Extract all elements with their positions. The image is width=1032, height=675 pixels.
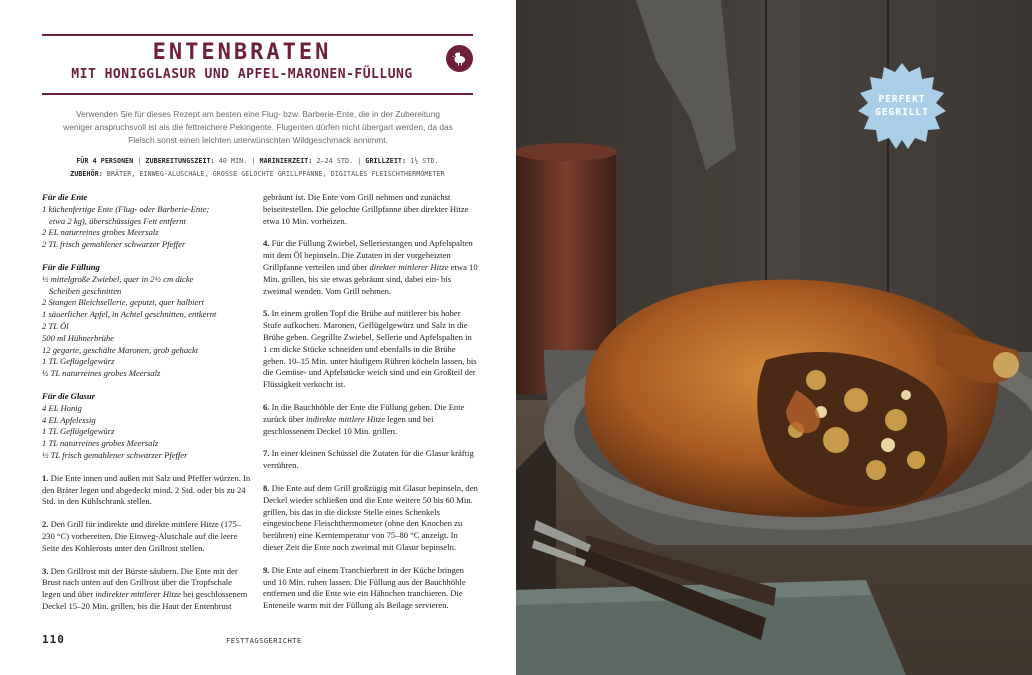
step-number: 1.: [42, 472, 49, 483]
grill-value: 1½ STD.: [410, 157, 439, 165]
ingredient-line: 500 ml Hühnerbrühe: [42, 332, 115, 343]
step-number: 9.: [263, 564, 270, 575]
step-8: [263, 483, 478, 554]
ingredient-line: 4 EL Honig: [42, 402, 82, 413]
step-text: In einer kleinen Schüssel die Zutaten für die Glasur kräftig verrühren.: [263, 448, 474, 471]
title-top-rule: [42, 34, 473, 36]
step-text: legen und bei geschlossenem Deckel 10 Min. grillen.: [263, 413, 434, 436]
ingredient-heading: Für die Ente: [42, 192, 88, 202]
step-number: 7.: [263, 448, 270, 459]
step-text: Den Grillrost mit der Bürste säubern. Die Ente mit der Brust nach unten auf den Grillrost über die Tropfschale legen und über: [42, 565, 238, 600]
running-title: FESTTAGSGERICHTE: [226, 636, 302, 645]
ingredient-heading: Für die Glasur: [42, 390, 96, 401]
step-number: 2.: [42, 519, 49, 530]
step-number: 5.: [263, 308, 270, 319]
step-4: [263, 238, 478, 297]
ingredient-heading: Für die Füllung: [42, 261, 100, 272]
recipe-meta-times: FÜR 4 PERSONEN | ZUBEREITUNGSZEIT: 40 MIN. | MARINIERZEIT: 2–24 STD. | GRILLZEIT: 1½ STD.: [76, 157, 439, 165]
recipe-subtitle: MIT HONIGGLASUR UND APFEL-MARONEN-FÜLLUNG: [71, 67, 413, 82]
step-text: Die Ente auf dem Grill großzügig mit Glasur bepinseln, den Deckel wieder schließen und die Ente weitere 50 bis 60 Min. grillen, bis das in die dickste Stelle eines Schenkels eingestochene Fleischthermometer (ohne den Knochen zu berühren) eine Kerntemperatur von 75–80 °C anzeigt. In dieser Zeit die Ente noch zweimal mit Glasur bepinseln.: [263, 482, 478, 552]
recipe-title: ENTENBRATEN: [152, 40, 332, 65]
step-7: [263, 448, 478, 472]
ingredient-line: Scheiben geschnitten: [49, 285, 122, 296]
badge-line-1: PERFEKT: [878, 94, 926, 105]
ingredient-line: ½ TL naturreines grobes Meersalz: [42, 368, 161, 379]
ingredients-duck: [42, 192, 252, 251]
grill-label: GRILLZEIT:: [365, 157, 407, 165]
step-2: [42, 519, 252, 554]
step-6: [263, 402, 478, 437]
step-text: Den Grill für indirekte und direkte mittlere Hitze (175–230 °C) vorbereiten. Die Einweg-Aluschale auf die leere Seite des Kohlerosts unter den Grillrost stellen.: [42, 519, 242, 553]
step-emphasis: indirekte mittlere Hitze: [305, 413, 386, 424]
step-text: etwa 10 Min. grillen, bis sie etwas gebräunt sind, dabei ein- bis zweimal wenden. Vom Grill nehmen.: [263, 261, 478, 296]
ingredients-filling: [42, 262, 252, 380]
ingredient-line: 1 TL naturreines grobes Meersalz: [42, 438, 159, 449]
step-text: In die Bauchhöhle der Ente die Füllung geben. Die Ente zurück über: [263, 401, 465, 424]
step-5: [263, 308, 478, 391]
duck-photo: [516, 0, 1032, 675]
step-text: Für die Füllung Zwiebel, Selleriestangen und Apfelspalten mit dem Öl bepinseln. Die Zutaten in der vorgeheizten Grillpfanne verteilen und über: [263, 238, 473, 272]
equipment-label: ZUBEHÖR:: [70, 170, 103, 178]
ingredient-line: ½ TL frisch gemahlener schwarzer Pfeffer: [42, 449, 188, 460]
badge-label: [858, 93, 946, 119]
prep-value: 40 MIN.: [218, 157, 248, 165]
duck-photo-illustration: [516, 0, 1032, 675]
step-text: Die Ente innen und außen mit Salz und Pfeffer würzen. In den Bräter legen und abgedeckt mind. 2 Std. oder bis zu 24 Std. in den Kühlschrank stellen.: [42, 472, 251, 507]
ingredient-line: 1 küchenfertige Ente (Flug- oder Barberie-Ente;: [42, 203, 210, 214]
title-bottom-rule: [42, 93, 473, 95]
step-number: 8.: [263, 482, 270, 493]
step-emphasis: direkter mittlerer Hitze: [369, 261, 449, 272]
equipment-value: BRÄTER, EINWEG-ALUSCHALE, GROSSE GELOCHTE GRILLPFANNE, DIGITALES FLEISCHTHERMOMETER: [106, 170, 445, 178]
step-number: 3.: [42, 565, 49, 576]
right-column: [263, 192, 478, 623]
step-3-continued: gebräunt ist. Die Ente vom Grill nehmen und zunächst beiseitestellen. Die gelochte Grillpfanne über direkter Hitze etwa 10 Min. vorheizen.: [263, 192, 469, 226]
recipe-meta-equipment: [42, 170, 473, 178]
step-number: 4.: [263, 238, 270, 249]
ingredient-line: 2 Stangen Bleichsellerie, geputzt, quer halbiert: [42, 297, 205, 308]
ingredient-line: 2 TL Öl: [42, 320, 69, 331]
ingredient-line: etwa 2 kg), überschüssiges Fett entfernt: [49, 215, 186, 226]
ingredient-line: 12 gegarte, geschälte Maronen, grob gehackt: [42, 344, 199, 355]
ingredient-line: ½ mittelgroße Zwiebel, quer in 2½ cm dicke: [42, 273, 194, 284]
step-3: [42, 566, 252, 613]
ingredient-line: 1 säuerlicher Apfel, in Achtel geschnitten, entkernt: [42, 309, 217, 320]
ingredient-line: 4 EL Apfelessig: [42, 414, 96, 425]
marinate-value: 2–24 STD.: [316, 157, 354, 165]
badge-line-2: GEGRILLT: [875, 107, 929, 118]
chicken-icon: [446, 45, 473, 72]
step-text: bei geschlossenem Deckel 15–20 Min. grillen, bis die Haut der Entenbrust: [42, 589, 248, 611]
marinate-label: MARINIERZEIT:: [259, 157, 313, 165]
ingredients-glaze: [42, 391, 252, 462]
step-text: In einem großen Topf die Brühe auf mittlerer bis hoher Stufe aufkochen. Maronen, Geflügelgewürz und Salz in die Brühe geben. Gegrillte Zwiebel, Sellerie und Apfelspalten in 1 cm dicke Stücke schneiden und ebenfalls in die Brühe geben. 10–15 Min. unter häufigem Rühren köcheln lassen, bis die Gemüse- und Apfelstücke weich sind und ein Großteil der Flüssigkeit verkocht ist.: [263, 308, 477, 390]
step-number: 6.: [263, 401, 270, 412]
prep-label: ZUBEREITUNGSZEIT:: [145, 157, 215, 165]
ingredient-line: 2 TL frisch gemahlener schwarzer Pfeffer: [42, 239, 186, 250]
page-number: 110: [42, 633, 65, 646]
ingredient-line: 1 TL Geflügelgewürz: [42, 356, 115, 367]
recipe-intro: Verwenden Sie für dieses Rezept am besten eine Flug- bzw. Barberie-Ente, die in der Zubereitung weniger anspruchsvoll ist als die fettreichere Pekingente. Flugenten dürfen nicht übergart werden, da das Fleisch sonst einen leichten unerwünschten Wildgeschmack annimmt.: [63, 109, 453, 145]
step-text: Die Ente auf einem Tranchierbrett in der Küche bringen und 10 Min. ruhen lassen. Die Füllung aus der Bauchhöhle entfernen und die Ente wie ein Hähnchen tranchieren. Die Enteneile warm mit der Füllung als Beilage servieren.: [263, 564, 466, 611]
servings: FÜR 4 PERSONEN: [76, 157, 134, 165]
step-emphasis: indirekter mittlerer Hitze: [95, 589, 181, 600]
ingredient-line: 1 TL Geflügelgewürz: [42, 426, 115, 437]
step-1: [42, 473, 252, 508]
left-column: [42, 192, 252, 624]
step-9: [263, 565, 478, 612]
ingredient-line: 2 EL naturreines grobes Meersalz: [42, 227, 159, 238]
